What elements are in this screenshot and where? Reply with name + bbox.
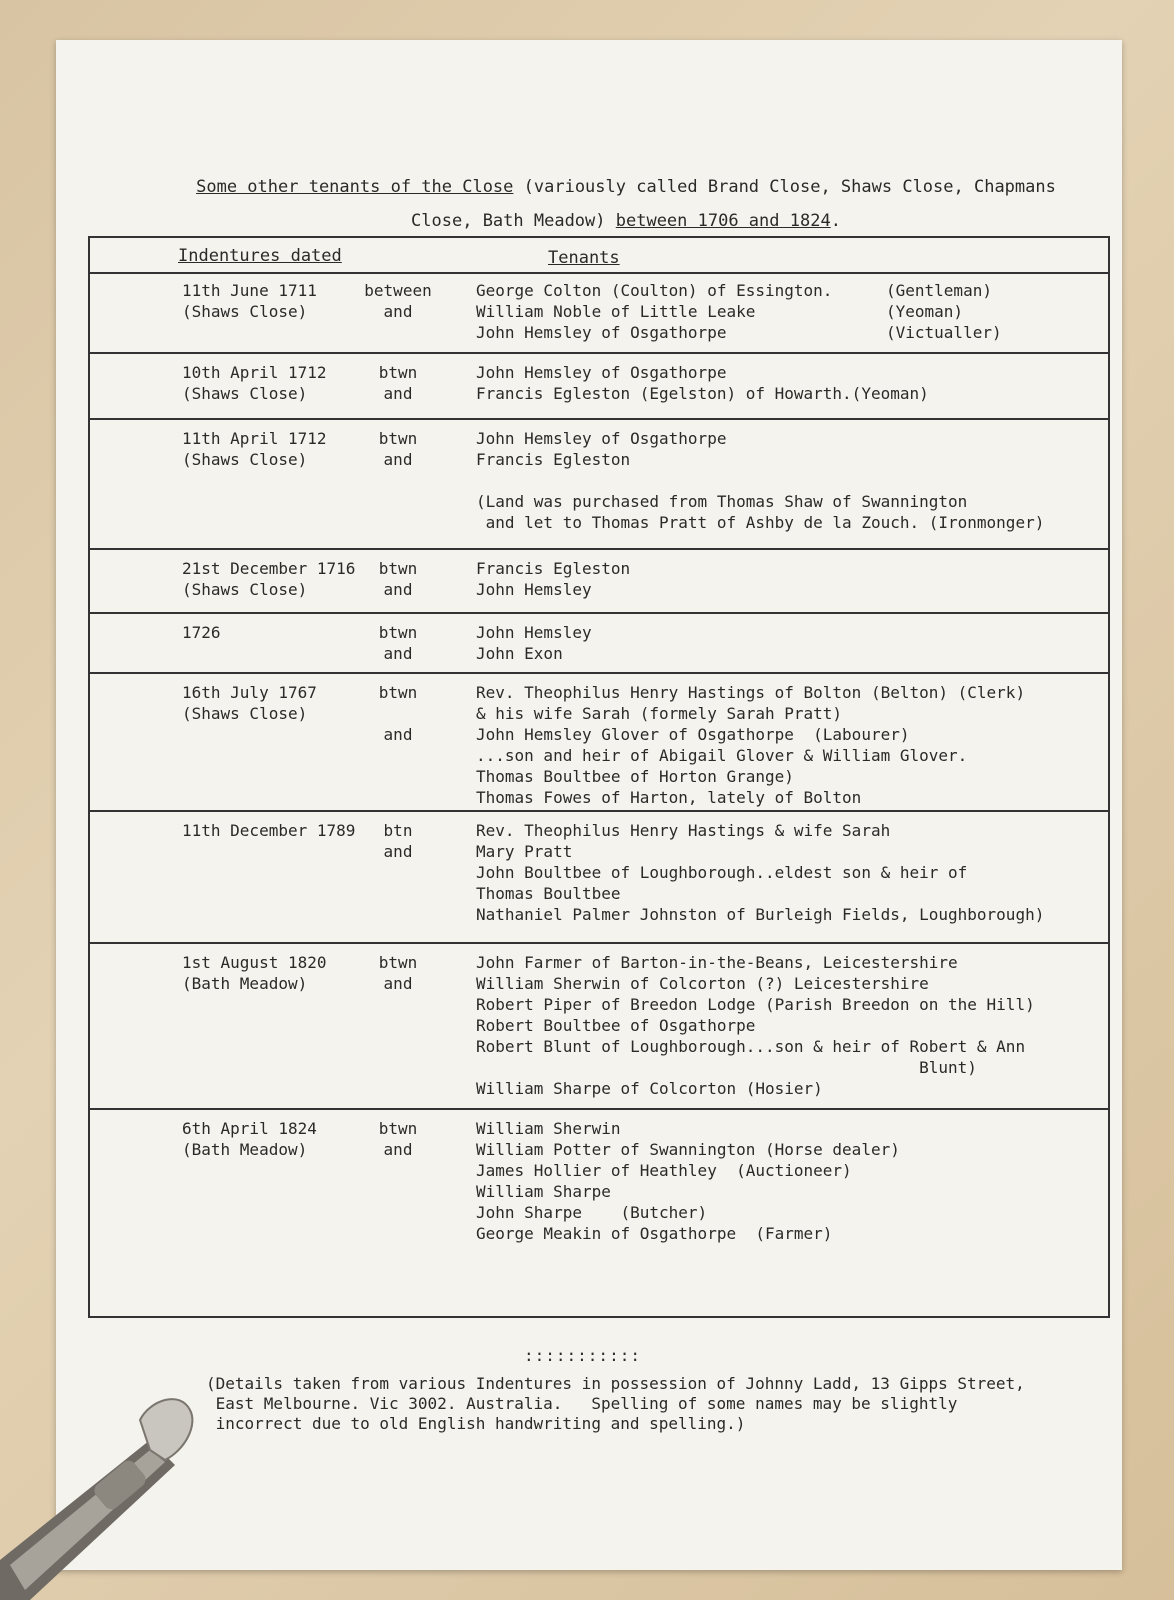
indenture-date-line: (Shaws Close): [182, 302, 308, 321]
tenant-names-line: Francis Egleston (Egelston) of Howarth.(Yeoman): [476, 384, 929, 403]
tenant-names-line: Blunt): [476, 1058, 977, 1077]
table-row: [90, 270, 1108, 354]
tenant-names-line: Nathaniel Palmer Johnston of Burleigh Fields, Loughborough): [476, 905, 1045, 924]
tenant-names-line: Robert Piper of Breedon Lodge (Parish Breedon on the Hill): [476, 995, 1035, 1014]
heading-date-range: between 1706 and 1824: [615, 211, 831, 231]
tenant-names-line: Thomas Boultbee of Horton Grange): [476, 767, 794, 786]
footer-line-3: incorrect due to old English handwriting and spelling.): [206, 1414, 746, 1433]
heading-title: Some other tenants of the Close: [196, 177, 514, 197]
between-parties: [358, 820, 438, 862]
indenture-date: [182, 428, 327, 470]
between-parties-line: btwn: [378, 683, 418, 702]
indenture-date: [182, 682, 317, 724]
tenant-names: [476, 362, 929, 404]
tenant-names: [476, 280, 832, 343]
tenant-names: [476, 952, 1035, 1099]
heading-period: .: [830, 211, 841, 231]
indenture-date-line: (Shaws Close): [182, 704, 308, 723]
tenant-names-line: John Exon: [476, 644, 563, 663]
tenant-names-line: John Hemsley: [476, 580, 592, 599]
between-parties-line: and: [383, 725, 413, 744]
indenture-date: [182, 280, 317, 322]
indenture-date-line: (Shaws Close): [182, 580, 308, 599]
indenture-date-line: 1726: [182, 623, 221, 642]
tenant-names: [476, 682, 1025, 808]
tenant-names-line: John Sharpe (Butcher): [476, 1203, 708, 1222]
between-parties: [358, 428, 438, 470]
tenant-names-line: & his wife Sarah (formely Sarah Pratt): [476, 704, 843, 723]
tenant-occupations: [886, 280, 1002, 343]
between-parties-line: btwn: [378, 953, 418, 972]
between-parties-line: and: [383, 974, 413, 993]
tenant-names-line: Thomas Boultbee: [476, 884, 621, 903]
indenture-date-line: 21st December 1716: [182, 559, 356, 578]
between-parties-line: btwn: [378, 429, 418, 448]
indenture-date-line: 11th December 1789: [182, 821, 356, 840]
tenant-names-line: George Meakin of Osgathorpe (Farmer): [476, 1224, 833, 1243]
tenant-names: [476, 622, 592, 664]
tenant-names: [476, 558, 630, 600]
tenant-occupations-line: (Yeoman): [886, 302, 964, 321]
tenant-names-line: John Hemsley Glover of Osgathorpe (Labourer): [476, 725, 910, 744]
between-parties-line: btwn: [378, 363, 418, 382]
indenture-date-line: 10th April 1712: [182, 363, 327, 382]
tenant-names-line: Robert Boultbee of Osgathorpe: [476, 1016, 756, 1035]
tenant-names-line: Mary Pratt: [476, 842, 573, 861]
indenture-date: [182, 820, 355, 841]
tenant-names-line: William Sherwin of Colcorton (?) Leicestershire: [476, 974, 929, 993]
indenture-date-line: 16th July 1767: [182, 683, 317, 702]
tenant-names-line: Robert Blunt of Loughborough...son & heir of Robert & Ann: [476, 1037, 1026, 1056]
indenture-date-line: (Shaws Close): [182, 384, 308, 403]
tenant-names: [476, 1118, 900, 1244]
tenant-names-line: John Farmer of Barton-in-the-Beans, Leicestershire: [476, 953, 958, 972]
between-parties-line: between: [364, 281, 432, 300]
tenant-names-line: John Hemsley: [476, 623, 592, 642]
between-parties-line: and: [383, 302, 413, 321]
header-indentures-dated: Indentures dated: [178, 246, 342, 266]
heading-subtitle-1: (variously called Brand Close, Shaws Close, Chapmans: [513, 177, 1056, 197]
indenture-date-line: (Shaws Close): [182, 450, 308, 469]
tenant-names-line: [476, 470, 1044, 491]
footer-note: [206, 1374, 1086, 1434]
tenant-names-line: William Sharpe of Colcorton (Hosier): [476, 1079, 823, 1098]
table-row: [90, 548, 1108, 614]
tenant-names-line: Thomas Fowes of Harton, lately of Bolton: [476, 788, 862, 807]
tenant-names-line: William Sherwin: [476, 1119, 621, 1138]
tenant-names-line: (Land was purchased from Thomas Shaw of Swannington: [476, 492, 968, 511]
between-parties-line: and: [383, 384, 413, 403]
between-parties: [358, 1118, 438, 1160]
indenture-date: [182, 362, 327, 404]
indentures-table: [88, 236, 1110, 1318]
between-parties-line: and: [383, 1140, 413, 1159]
table-row: [90, 352, 1108, 420]
tenant-names-line: John Hemsley of Osgathorpe: [476, 323, 727, 342]
tenant-names-line: and let to Thomas Pratt of Ashby de la Zouch. (Ironmonger): [476, 513, 1045, 532]
between-parties-line: btwn: [378, 623, 418, 642]
tenant-names-line: William Sharpe: [476, 1182, 611, 1201]
between-parties-line: and: [383, 644, 413, 663]
between-parties: [358, 952, 438, 994]
between-parties: [358, 558, 438, 600]
tenant-names: [476, 428, 1044, 533]
tenant-names-line: Francis Egleston: [476, 559, 631, 578]
footer-line-1: (Details taken from various Indentures in possession of Johnny Ladd, 13 Gipps Street,: [206, 1374, 1025, 1393]
indenture-date-line: 1st August 1820: [182, 953, 327, 972]
heading-subtitle-2: Close, Bath Meadow): [411, 211, 616, 231]
table-row: [90, 942, 1108, 1110]
tenant-names-line: James Hollier of Heathley (Auctioneer): [476, 1161, 852, 1180]
indenture-date-line: 11th June 1711: [182, 281, 317, 300]
indenture-date-line: 6th April 1824: [182, 1119, 317, 1138]
between-parties-line: btwn: [378, 559, 418, 578]
tenant-occupations-line: (Gentleman): [886, 281, 992, 300]
indenture-date: [182, 952, 327, 994]
tenant-names-line: Rev. Theophilus Henry Hastings & wife Sarah: [476, 821, 891, 840]
table-header: [90, 236, 1108, 274]
indenture-date: [182, 622, 221, 643]
between-parties: [358, 280, 438, 322]
footer-line-2: East Melbourne. Vic 3002. Australia. Spelling of some names may be slightly: [206, 1394, 958, 1413]
tenant-names-line: William Potter of Swannington (Horse dealer): [476, 1140, 900, 1159]
table-row: [90, 1108, 1108, 1254]
tenant-occupations-line: (Victualler): [886, 323, 1002, 342]
table-row: [90, 612, 1108, 674]
between-parties-line: [358, 703, 438, 724]
indenture-date-line: (Bath Meadow): [182, 974, 308, 993]
table-row: [90, 810, 1108, 944]
between-parties-line: btwn: [378, 1119, 418, 1138]
between-parties: [358, 682, 438, 745]
tenant-names-line: John Hemsley of Osgathorpe: [476, 363, 727, 382]
header-tenants: Tenants: [548, 248, 620, 268]
section-separator: :::::::::::: [524, 1346, 641, 1365]
between-parties-line: and: [383, 580, 413, 599]
between-parties: [358, 622, 438, 664]
table-row: [90, 418, 1108, 550]
tenant-names-line: John Boultbee of Loughborough..eldest son & heir of: [476, 863, 968, 882]
tenant-names: [476, 820, 1044, 925]
tenant-names-line: Rev. Theophilus Henry Hastings of Bolton (Belton) (Clerk): [476, 683, 1026, 702]
indenture-date-line: (Bath Meadow): [182, 1140, 308, 1159]
between-parties-line: and: [383, 842, 413, 861]
silver-spoon-handle: [0, 1380, 210, 1600]
tenant-names-line: John Hemsley of Osgathorpe: [476, 429, 727, 448]
document-sheet: [56, 40, 1122, 1570]
table-row: [90, 672, 1108, 812]
document-heading: [176, 170, 1076, 238]
tenant-names-line: ...son and heir of Abigail Glover & William Glover.: [476, 746, 968, 765]
between-parties: [358, 362, 438, 404]
tenant-names-line: George Colton (Coulton) of Essington.: [476, 281, 833, 300]
tenant-names-line: William Noble of Little Leake: [476, 302, 756, 321]
between-parties-line: and: [383, 450, 413, 469]
indenture-date-line: 11th April 1712: [182, 429, 327, 448]
indenture-date: [182, 558, 355, 600]
tenant-names-line: Francis Egleston: [476, 450, 631, 469]
between-parties-line: btn: [383, 821, 413, 840]
indenture-date: [182, 1118, 317, 1160]
